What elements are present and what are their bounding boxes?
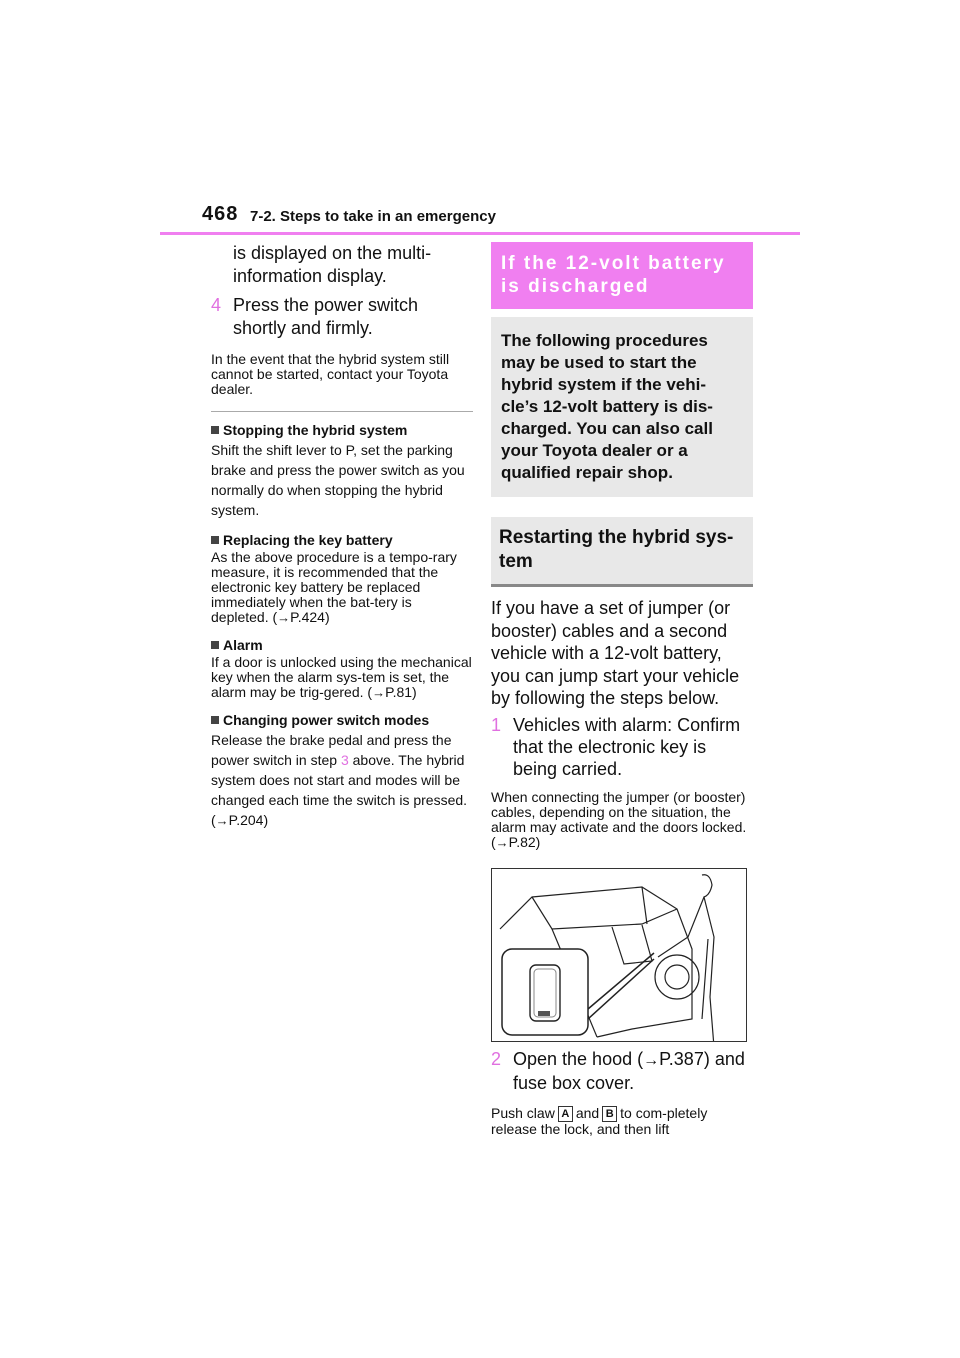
subsection-body: Release the brake pedal and press the power switch in step 3 above. The hybrid system does not start and modes will be changed each time the switch is pressed. (→P.204): [211, 732, 468, 828]
page-number: 468: [202, 203, 239, 225]
continued-text: is displayed on the multi-information display.: [233, 243, 432, 286]
subsection-title: Stopping the hybrid system: [211, 420, 473, 440]
subsection-body: Shift the shift lever to P, set the parking brake and press the power switch as you normally do when stopping the hybrid system.: [211, 442, 465, 518]
note-text: In the event that the hybrid system still cannot be started, contact your Toyota dealer.: [211, 351, 450, 397]
square-bullet-icon: [211, 641, 219, 649]
section-divider: [211, 411, 473, 412]
chapter-title: 7-2. Steps to take in an emergency: [250, 208, 496, 225]
section-heading: If the 12-volt battery is discharged: [491, 242, 753, 309]
page-reference-link[interactable]: P.81): [385, 684, 417, 700]
header-rule: [160, 232, 800, 235]
page-reference-link[interactable]: P.82): [508, 833, 541, 850]
step-number: 2: [491, 1048, 502, 1069]
square-bullet-icon: [211, 536, 219, 544]
intro-text: If you have a set of jumper (or booster) cables and a second vehicle with a 12-volt battery, you can jump start your vehicle by following the steps below.: [491, 598, 740, 708]
subsection-title: Changing power switch modes: [211, 710, 473, 730]
arrow-icon: →: [495, 834, 509, 850]
arrow-icon: →: [215, 813, 229, 828]
step-2: 2 Open the hood (→P.387) and fuse box cover.: [491, 1048, 745, 1093]
page-reference-link[interactable]: P.204): [228, 812, 269, 828]
key-check-illustration: [491, 868, 747, 1042]
summary-box: The following procedures may be used to start the hybrid system if the vehi-cle’s 12-volt battery is dis-charged. You can also call your Toyota dealer or a qualified repair shop.: [491, 317, 753, 497]
step-text: Press the power switch shortly and firmly.: [233, 295, 419, 338]
car-and-person-icon: [492, 869, 746, 1041]
subsection-body: If a door is unlocked using the mechanical key when the alarm sys-tem is set, the alarm may be trig-gered. (→P.81): [211, 654, 472, 700]
arrow-icon: →: [277, 610, 291, 625]
label-b-badge: B: [602, 1106, 617, 1122]
subsection-title: Alarm: [211, 635, 473, 655]
arrow-icon: →: [643, 1051, 660, 1069]
label-a-badge: A: [558, 1106, 573, 1122]
square-bullet-icon: [211, 716, 219, 724]
step-1: [491, 714, 753, 780]
left-column: [211, 240, 473, 831]
subsection-title: Replacing the key battery: [211, 530, 473, 550]
subsection-body: As the above procedure is a tempo-rary measure, it is recommended that the electronic key battery be replaced immediately when the bat-tery is depleted. (→P.424): [211, 549, 457, 625]
subsection-heading: Restarting the hybrid sys-tem: [491, 517, 753, 587]
step-text: Vehicles with alarm: Confirm that the electronic key is being carried.: [513, 714, 741, 779]
step-number: 1: [491, 714, 502, 735]
instruction-text: Push claw A and B to com-pletely release the lock, and then lift: [491, 1104, 708, 1137]
page-reference-link[interactable]: P.424): [290, 609, 330, 625]
page-reference-link[interactable]: P.387) and fuse box cover.: [513, 1048, 745, 1093]
square-bullet-icon: [211, 426, 219, 434]
right-column: [491, 242, 753, 1137]
note-text: When connecting the jumper (or booster) cables, depending on the situation, the alarm may activate and the doors locked. (→P.82): [491, 788, 747, 850]
arrow-icon: →: [372, 685, 386, 700]
step-4: [211, 294, 473, 340]
step-number: 4: [211, 295, 222, 315]
